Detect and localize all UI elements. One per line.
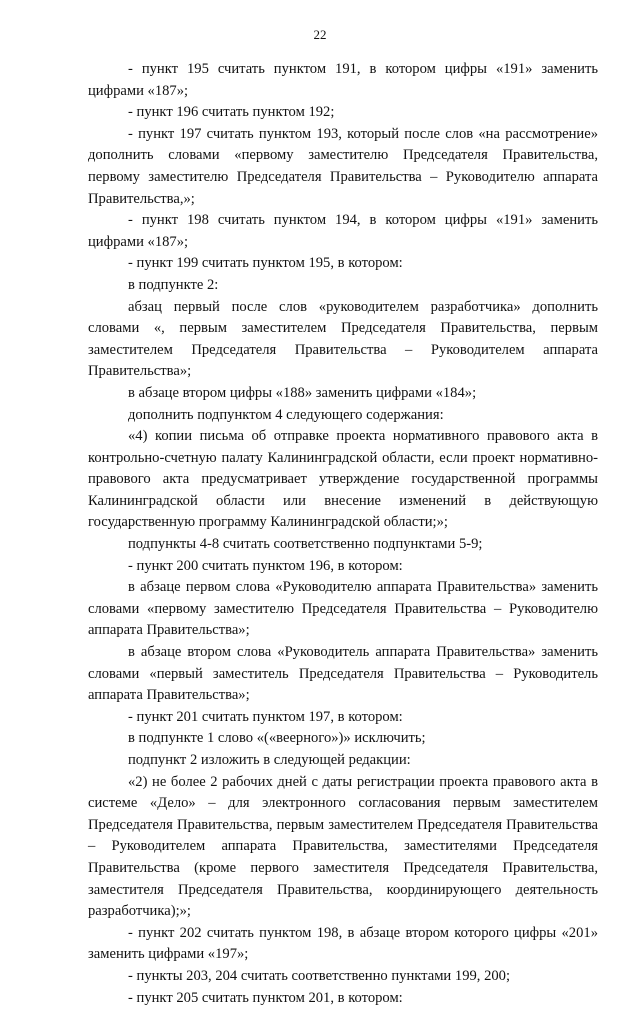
paragraph-8: в абзаце втором цифры «188» заменить цифрами «184»; — [128, 384, 477, 401]
paragraph-11: подпункты 4-8 считать соответственно подпунктами 5-9; — [128, 536, 483, 553]
paragraph-2: - пункт 196 считать пунктом 192; — [128, 104, 335, 121]
document-body — [88, 59, 598, 1009]
paragraph-15: - пункт 201 считать пунктом 197, в котором: — [128, 708, 403, 725]
paragraph-7: абзац первый после слов «руководителем разработчика» дополнить словами «, первым заместителем Председателя Правительства, первым заместителем Председателя Правительства – Руководителем аппарата Правительства»; — [88, 298, 598, 380]
paragraph-14: в абзаце втором слова «Руководитель аппарата Правительства» заменить словами «первый заместитель Председателя Правительства – Руководитель аппарата Правительства»; — [88, 644, 598, 704]
paragraph-17: подпункт 2 изложить в следующей редакции: — [128, 752, 411, 768]
paragraph-12: - пункт 200 считать пунктом 196, в котором: — [128, 557, 403, 574]
page-number: 22 — [313, 27, 327, 42]
paragraph-20: - пункты 203, 204 считать соответственно пунктами 199, 200; — [128, 967, 511, 984]
paragraph-4: - пункт 198 считать пунктом 194, в котором цифры «191» заменить цифрами «187»; — [88, 212, 598, 250]
paragraph-18: «2) не более 2 рабочих дней с даты регистрации проекта правового акта в системе «Дело» – для электронного согласования первым заместителем Председателя Правительства, первым заместителем Председателя Правительства – Руководителем аппарата Правительства, заместителями Председателя Правительства (кроме первого заместителя Председателя Правительства, заместителя Председателя Правительства, координирующего деятельность разработчика);»; — [88, 773, 598, 920]
paragraph-21: - пункт 205 считать пунктом 201, в котором: — [128, 989, 403, 1006]
paragraph-13: в абзаце первом слова «Руководителю аппарата Правительства» заменить словами «первому заместителю Председателя Правительства – Руководителю аппарата Правительства»; — [88, 579, 598, 639]
paragraph-16: в подпункте 1 слово «(«веерного»)» исключить; — [128, 730, 426, 747]
paragraph-5: - пункт 199 считать пунктом 195, в котором: — [128, 255, 403, 272]
paragraph-3: - пункт 197 считать пунктом 193, который после слов «на рассмотрение» дополнить словами «первому заместителю Председателя Правительства, первому заместителю Председателя Правительства – Руководителю аппарата Правительства,»; — [88, 125, 598, 207]
paragraph-6: в подпункте 2: — [128, 276, 219, 293]
paragraph-10: «4) копии письма об отправке проекта нормативного правового акта в контрольно-счетную палату Калининградской области, если проект нормативно-правового акта предусматривает утверждение государственной программы Калининградской области или внесение изменений в действующую государственную программу Калининградской области;»; — [88, 428, 598, 531]
paragraph-9: дополнить подпунктом 4 следующего содержания: — [128, 406, 444, 423]
paragraph-1: - пункт 195 считать пунктом 191, в котором цифры «191» заменить цифрами «187»; — [88, 61, 598, 99]
paragraph-19: - пункт 202 считать пунктом 198, в абзаце втором которого цифры «201» заменить цифрами «197»; — [88, 924, 598, 963]
